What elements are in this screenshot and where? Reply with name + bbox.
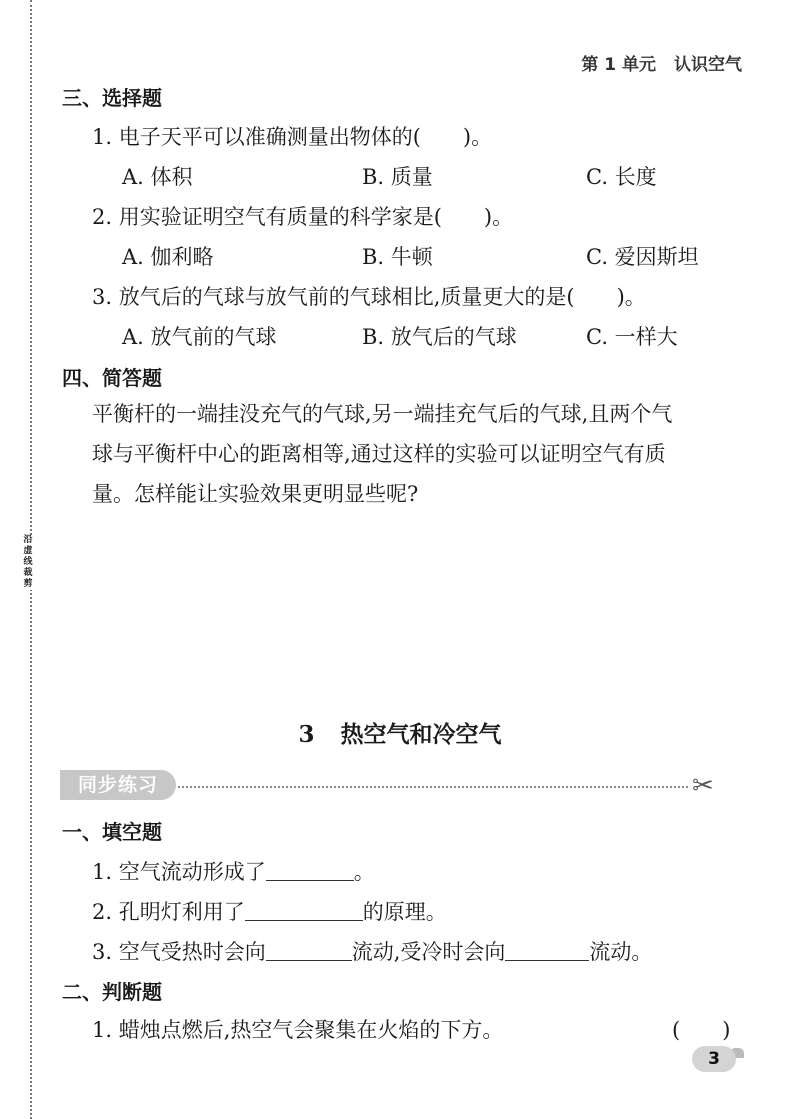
cut-label-char: 裁	[23, 568, 33, 578]
question-text: 流动。	[589, 940, 653, 964]
option: A. 体积	[122, 165, 193, 189]
section-heading-short-answer: 四、简答题	[62, 366, 162, 390]
question-text: 3. 放气后的气球与放气前的气球相比,质量更大的是( )。	[92, 285, 646, 309]
cut-label-char: 剪	[23, 579, 33, 589]
question-text: 流动,受冷时会向	[351, 940, 506, 964]
lesson-title	[0, 716, 800, 749]
option: A. 放气前的气球	[122, 325, 277, 349]
option: B. 放气后的气球	[362, 325, 517, 349]
paragraph-line: 球与平衡杆中心的距离相等,通过这样的实验可以证明空气有质	[92, 442, 666, 466]
lesson-name: 热空气和冷空气	[340, 722, 502, 748]
cut-label-char: 沿	[23, 535, 33, 545]
fill-question	[92, 936, 652, 966]
section-heading-judge: 二、判断题	[62, 980, 162, 1004]
fill-question	[92, 896, 447, 926]
question-text: 1. 空气流动形成了	[92, 860, 266, 884]
answer-parentheses[interactable]: ( )	[672, 1018, 731, 1042]
unit-topic: 认识空气	[674, 55, 742, 75]
cut-label-char: 线	[23, 557, 33, 567]
option: B. 牛顿	[362, 245, 433, 269]
option: A. 伽利略	[122, 245, 214, 269]
practice-tab: 同步练习	[60, 770, 176, 800]
page-number: 3	[692, 1046, 736, 1072]
cut-label	[21, 535, 35, 590]
dotted-divider	[178, 786, 688, 788]
fill-question	[92, 856, 375, 886]
question-text: 。	[353, 860, 375, 884]
answer-blank[interactable]	[245, 898, 363, 921]
judge-question: 1. 蜡烛点燃后,热空气会聚集在火焰的下方。	[92, 1018, 504, 1042]
section-heading-choice: 三、选择题	[62, 86, 162, 110]
answer-blank[interactable]	[505, 938, 589, 961]
lesson-number: 3	[298, 721, 315, 748]
answer-blank[interactable]	[266, 858, 354, 881]
section-heading-fill: 一、填空题	[62, 820, 162, 844]
page-header	[581, 50, 742, 75]
option: C. 一样大	[586, 325, 678, 349]
paragraph-line: 量。怎样能让实验效果更明显些呢?	[92, 482, 419, 506]
option: C. 长度	[586, 165, 657, 189]
answer-blank[interactable]	[266, 938, 352, 961]
scissors-icon: ✂	[692, 771, 714, 801]
option: B. 质量	[362, 165, 433, 189]
question-text: 3. 空气受热时会向	[92, 940, 266, 964]
question-text: 2. 用实验证明空气有质量的科学家是( )。	[92, 205, 514, 229]
short-answer-paragraph	[92, 394, 752, 514]
question-text: 1. 电子天平可以准确测量出物体的( )。	[92, 125, 493, 149]
question-text: 2. 孔明灯利用了	[92, 900, 245, 924]
question-text: 的原理。	[362, 900, 447, 924]
cut-label-char: 虚	[23, 546, 33, 556]
unit-label: 第 1 单元	[581, 55, 656, 75]
option: C. 爱因斯坦	[586, 245, 699, 269]
paragraph-line: 平衡杆的一端挂没充气的气球,另一端挂充气后的气球,且两个气	[92, 402, 673, 426]
